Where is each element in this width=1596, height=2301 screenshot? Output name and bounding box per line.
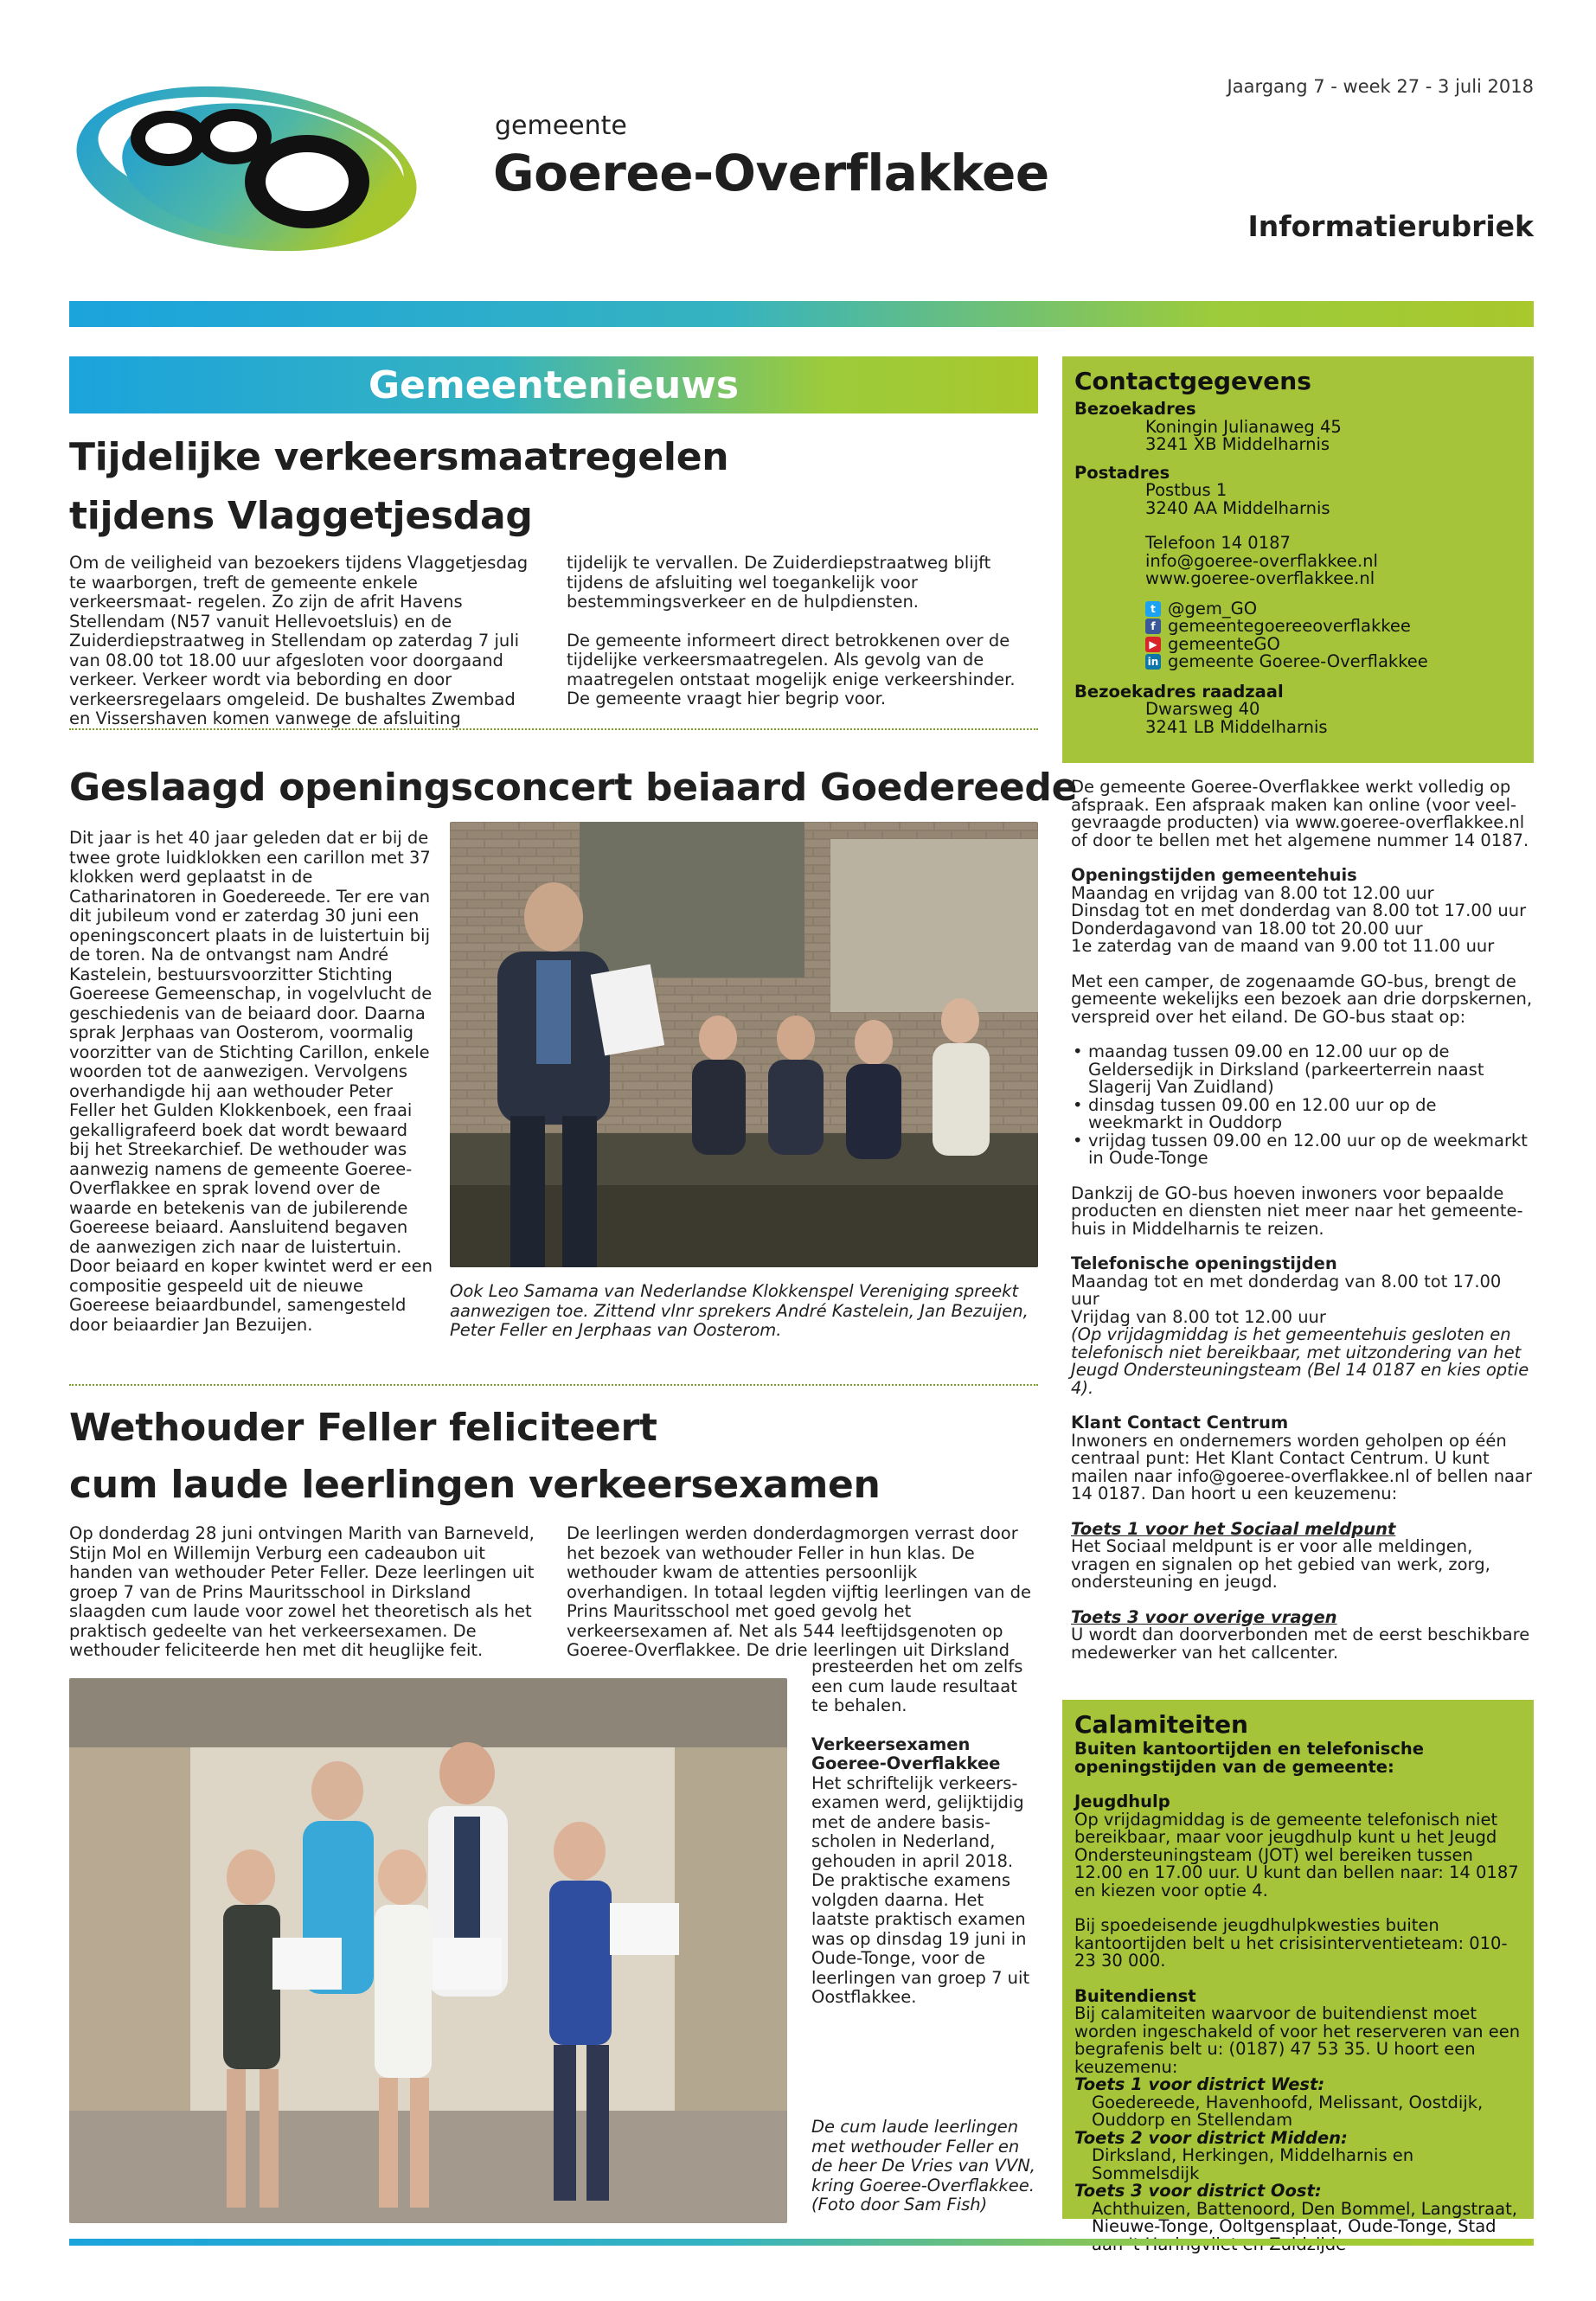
- article3-caption: De cum laude leerlingen met wethouder Feller en de heer De Vries van VVN, kring Goeree-Overflakkee. (Foto door Sam Fish): [811, 2117, 1035, 2214]
- article3-col1-text: Op donderdag 28 juni ontvingen Marith van Barneveld, Stijn Mol en Willemijn Verburg een cadeaubon uit handen van wethouder Peter Feller. Deze leerlingen uit groep 7 van de Prins Mauritsschool in Dirksland slaagden cum laude voor zowel het theoretisch als het praktisch gedeelte van het verkeersexamen. De wethouder feliciteerde hen met dit heuglijke feit.: [69, 1523, 535, 1660]
- phone-hours-note: (Op vrijdagmiddag is het gemeentehuis gesloten en telefonisch niet bereikbaar, met uitzondering van het Jeugd Ondersteuningsteam (Bel 14 0187 en kies optie 4).: [1071, 1324, 1529, 1398]
- kcc-title: Klant Contact Centrum: [1071, 1413, 1289, 1433]
- gobus-outro: Dankzij de GO-bus hoeven inwoners voor bepaalde producten en diensten niet meer naar het gemeente- huis in Middelharnis te reizen.: [1071, 1183, 1523, 1239]
- opening-hours-4: 1e zaterdag van de maand van 9.00 tot 11.00 uur: [1071, 936, 1495, 956]
- phone-hours-2: Vrijdag van 8.00 tot 12.00 uur: [1071, 1306, 1326, 1327]
- divider: [69, 1384, 1038, 1386]
- gobus-item: • maandag tussen 09.00 en 12.00 uur op de Geldersedijk in Dirksland (parkeerterrein naast Slagerij Van Zuidland): [1071, 1043, 1534, 1097]
- gemeente-logo: [69, 78, 424, 260]
- linkedin-row[interactable]: [1074, 653, 1522, 671]
- youtube-row[interactable]: [1074, 633, 1522, 654]
- twitter-handle: @gem_GO: [1168, 598, 1258, 619]
- calamity-box: [1062, 1700, 1534, 2236]
- article1-headline-2: tijdens Vlaggetjesdag: [69, 494, 533, 538]
- post-address-label: Postadres: [1074, 462, 1170, 483]
- council-address-label: Bezoekadres raadzaal: [1074, 681, 1284, 702]
- opening-hours-1: Maandag en vrijdag van 8.00 tot 12.00 uur: [1071, 882, 1434, 903]
- article3-sub-body: Het schriftelijk verkeers- examen werd, gelijktijdig met de andere basis- scholen in Nederland, gehouden in april 2018. De praktische examens volgden daarna. Het laatste praktisch examen was op dinsdag 19 juni in Oude-Tonge, voor de leerlingen van groep 7 uit Oostflakkee.: [811, 1772, 1030, 2007]
- article3-col1: [69, 1524, 536, 1680]
- opening-hours-title: Openingstijden gemeentehuis: [1071, 865, 1357, 885]
- appointment-text: De gemeente Goeree-Overflakkee werkt volledig op afspraak. Een afspraak maken kan online (voor veel-gevraagde producten) via www.goeree-overflakkee.nl of door te bellen met het algemene nummer 14 0187.: [1071, 777, 1529, 850]
- calamity-subtitle: Buiten kantoortijden en telefonische openingstijden van de gemeente:: [1074, 1739, 1425, 1777]
- phone-hours-title: Telefonische openingstijden: [1071, 1253, 1337, 1273]
- students-photo: [69, 1678, 787, 2223]
- article3-subheading-1: Verkeersexamen: [811, 1734, 971, 1754]
- edition-line: Jaargang 7 - week 27 - 3 juli 2018: [1227, 76, 1534, 97]
- district-west-title: Toets 1 voor district West:: [1074, 2074, 1325, 2094]
- gobus-intro: Met een camper, de zogenaamde GO-bus, brengt de gemeente wekelijks een bezoek aan drie dorpskernen, verspreid over het eiland. De GO-bus staat op:: [1071, 971, 1533, 1027]
- visit-address-line2: 3241 XB Middelharnis: [1145, 434, 1330, 454]
- bottom-gradient-bar: [69, 2239, 1534, 2246]
- article3-col2-narrow: [811, 1657, 1038, 2027]
- article1-col1: [69, 554, 536, 748]
- visit-address-line1: Koningin Julianaweg 45: [1145, 416, 1342, 437]
- contact-title: Contactgegevens: [1074, 367, 1311, 395]
- opening-hours-3: Donderdagavond van 18.00 tot 20.00 uur: [1071, 918, 1423, 939]
- section-label: Informatierubriek: [1247, 209, 1534, 243]
- article3-subheading-2: Goeree-Overflakkee: [811, 1753, 1001, 1773]
- twitter-row[interactable]: [1074, 600, 1522, 619]
- article1-col2-p2: De gemeente informeert direct betrokkenen over de tijdelijke verkeersmaatregelen. Als gevolg van de maatregelen ontstaat mogelijk enige verkeershinder. De gemeente vraagt hier begrip voor.: [567, 630, 1016, 708]
- council-address-line2: 3241 LB Middelharnis: [1145, 716, 1328, 737]
- district-oost-body: Achthuizen, Battenoord, Den Bommel, Langstraat, Nieuwe-Tonge, Ooltgensplaat, Oude-Tonge, Stad: [1092, 2198, 1517, 2236]
- post-address-line2: 3240 AA Middelharnis: [1145, 497, 1330, 518]
- youtube-icon: ▶: [1145, 637, 1161, 652]
- toets3-title: Toets 3 voor overige vragen: [1071, 1606, 1337, 1627]
- article3-col2-narrow-text: presteerden het om zelfs een cum laude resultaat te behalen.: [811, 1657, 1023, 1715]
- kcc-body: Inwoners en ondernemers worden geholpen op één centraal punt: Het Klant Contact Centrum. U kunt mailen naar info@goeree-overflakkee.nl of bellen naar 14 0187. Dan hoort u een keuzemenu:: [1071, 1430, 1532, 1503]
- contact-box: [1062, 356, 1534, 763]
- facebook-handle: gemeentegoereeoverflakkee: [1168, 616, 1411, 636]
- email-link[interactable]: info@goeree-overflakkee.nl: [1145, 550, 1378, 571]
- twitter-icon: t: [1145, 601, 1161, 617]
- gemeentenieuws-banner: Gemeentenieuws: [69, 356, 1038, 413]
- crisis-body: Bij spoedeisende jeugdhulpkwesties buiten kantoortijden belt u het crisisinterventieteam: 010-23 30 000.: [1074, 1915, 1508, 1971]
- article3-headline-2: cum laude leerlingen verkeersexamen: [69, 1463, 881, 1507]
- district-midden-body: Dirksland, Herkingen, Middelharnis en Sommelsdijk: [1092, 2145, 1414, 2183]
- top-gradient-bar: [69, 301, 1534, 327]
- linkedin-icon: in: [1145, 654, 1161, 670]
- phone-line: Telefoon 14 0187: [1145, 533, 1291, 553]
- linkedin-handle: gemeente Goeree-Overflakkee: [1168, 651, 1428, 671]
- youth-title: Jeugdhulp: [1074, 1791, 1170, 1811]
- info-column: [1071, 779, 1534, 1662]
- concert-photo: [450, 822, 1038, 1267]
- calamity-title: Calamiteiten: [1074, 1710, 1248, 1739]
- facebook-icon: f: [1145, 619, 1161, 634]
- article3-headline-1: Wethouder Feller feliciteert: [69, 1406, 657, 1450]
- district-oost-title: Toets 3 voor district Oost:: [1074, 2181, 1322, 2201]
- article2-body-text: Dit jaar is het 40 jaar geleden dat er bij de twee grote luidklokken een carillon met 37 klokken werd geplaatst in de Catharinatoren in Goedereede. Ter ere van dit jubileum vond er zaterdag 30 juni een openingsconcert plaats in de luistertuin bij de toren. Na de ontvangst nam André Kastelein, bestuursvoorzitter Stichting Goereese Gemeenschap, in vogelvlucht de geschiedenis van de beiaard door. Daarna sprak Jerphaas van Oosterom, voormalig voorzitter van de Stichting Carillon, enkele woorden tot de aanwezigen. Vervolgens overhandigde hij aan wethouder Peter Feller het Gulden Klokkenboek, een fraai gekalligrafeerd boek dat wordt bewaard bij het Streekarchief. De wethouder was aanwezig namens de gemeente Goeree-Overflakkee en sprak lovend over de waarde en betekenis van de jubilerende Goereese beiaard. Aansluitend begaven de aanwezigen zich naar de luistertuin. Door beiaard en koper kwintet werd er een compositie gespeeld uit de nieuwe Goereese beiaardbundel, samengesteld door beiaardier Jan Bezuijen.: [69, 828, 433, 1335]
- toets1-title: Toets 1 voor het Sociaal meldpunt: [1071, 1518, 1396, 1539]
- outdoor-body: Bij calamiteiten waarvoor de buitendienst moet worden ingeschakeld of voor het reserveren van een begrafenis belt u: (0187) 47 53 35. U hoort een keuzemenu:: [1074, 2003, 1521, 2077]
- brand-name: Goeree-Overflakkee: [493, 144, 1049, 202]
- youth-body: Op vrijdagmiddag is de gemeente telefonisch niet bereikbaar, maar voor jeugdhulp kunt u het Jeugd Ondersteuningsteam (JOT) wel bereiken tussen 12.00 en 17.00 uur. U kunt dan bellen naar: 14 0187 en kiezen voor optie 4.: [1074, 1809, 1519, 1900]
- gobus-list: [1071, 1043, 1534, 1168]
- article2-body: [69, 829, 433, 1354]
- council-address-line1: Dwarsweg 40: [1145, 699, 1260, 719]
- divider: [69, 728, 1038, 730]
- article3-col2-wide-text: De leerlingen werden donderdagmorgen verrast door het bezoek van wethouder Feller in hun klas. De wethouder kwam de attenties persoonlijk overhandigen. In totaal legden vijftig leerlingen van de Prins Mauritsschool met goed gevolg het verkeersexamen af. Net als 544 leeftijdsgenoten op Goeree-Overflakkee. De drie leerlingen uit Dirksland: [567, 1523, 1032, 1660]
- toets1-body: Het Sociaal meldpunt is er voor alle meldingen, vragen en signalen op het gebied van werk, zorg, ondersteuning en jeugd.: [1071, 1536, 1490, 1592]
- gobus-item: • vrijdag tussen 09.00 en 12.00 uur op de weekmarkt in Oude-Tonge: [1071, 1132, 1534, 1168]
- outdoor-title: Buitendienst: [1074, 1985, 1196, 2006]
- post-address-line1: Postbus 1: [1145, 480, 1227, 500]
- article2-caption: Ook Leo Samama van Nederlandse Klokkenspel Vereniging spreekt aanwezigen toe. Zittend vlnr sprekers André Kastelein, Jan Bezuijen, Peter Feller en Jerphaas van Oosterom.: [450, 1281, 1029, 1340]
- youtube-handle: gemeenteGO: [1168, 633, 1280, 654]
- article1-col2: [567, 554, 1038, 728]
- website-link[interactable]: www.goeree-overflakkee.nl: [1145, 568, 1375, 588]
- brand-small: gemeente: [495, 111, 627, 141]
- phone-hours-1: Maandag tot en met donderdag van 8.00 tot 17.00 uur: [1071, 1271, 1502, 1309]
- district-midden-title: Toets 2 voor district Midden:: [1074, 2127, 1348, 2148]
- gobus-item: • dinsdag tussen 09.00 en 12.00 uur op de weekmarkt in Ouddorp: [1071, 1097, 1534, 1132]
- article1-headline-1: Tijdelijke verkeersmaatregelen: [69, 435, 729, 479]
- facebook-row[interactable]: [1074, 618, 1522, 636]
- toets3-body: U wordt dan doorverbonden met de eerst beschikbare medewerker van het callcenter.: [1071, 1625, 1530, 1663]
- article1-col1-text: Om de veiligheid van bezoekers tijdens Vlaggetjesdag te waarborgen, treft de gemeente enkele verkeersmaat- regelen. Zo zijn de afrit Havens Stellendam (N57 vanuit Hellevoetsluis) en de Zuiderdiepstraatweg in Stellendam op zaterdag 7 juli van 08.00 tot 18.00 uur afgesloten voor doorgaand verkeer. Verkeer wordt via bebording en door verkeersregelaars omgeleid. De bushaltes Zwembad en Vissershaven komen vanwege de afsluiting: [69, 553, 529, 728]
- district-west-body: Goedereede, Havenhoofd, Melissant, Oostdijk, Ouddorp en Stellendam: [1092, 2092, 1484, 2130]
- opening-hours-2: Dinsdag tot en met donderdag van 8.00 tot 17.00 uur: [1071, 901, 1527, 920]
- article2-headline: Geslaagd openingsconcert beiaard Goedereede: [69, 766, 1078, 810]
- article1-col2-p1: tijdelijk te vervallen. De Zuiderdiepstraatweg blijft tijdens de afsluiting wel toegankelijk voor bestemmingsverkeer en de hulpdiensten.: [567, 553, 991, 612]
- visit-address-label: Bezoekadres: [1074, 399, 1196, 419]
